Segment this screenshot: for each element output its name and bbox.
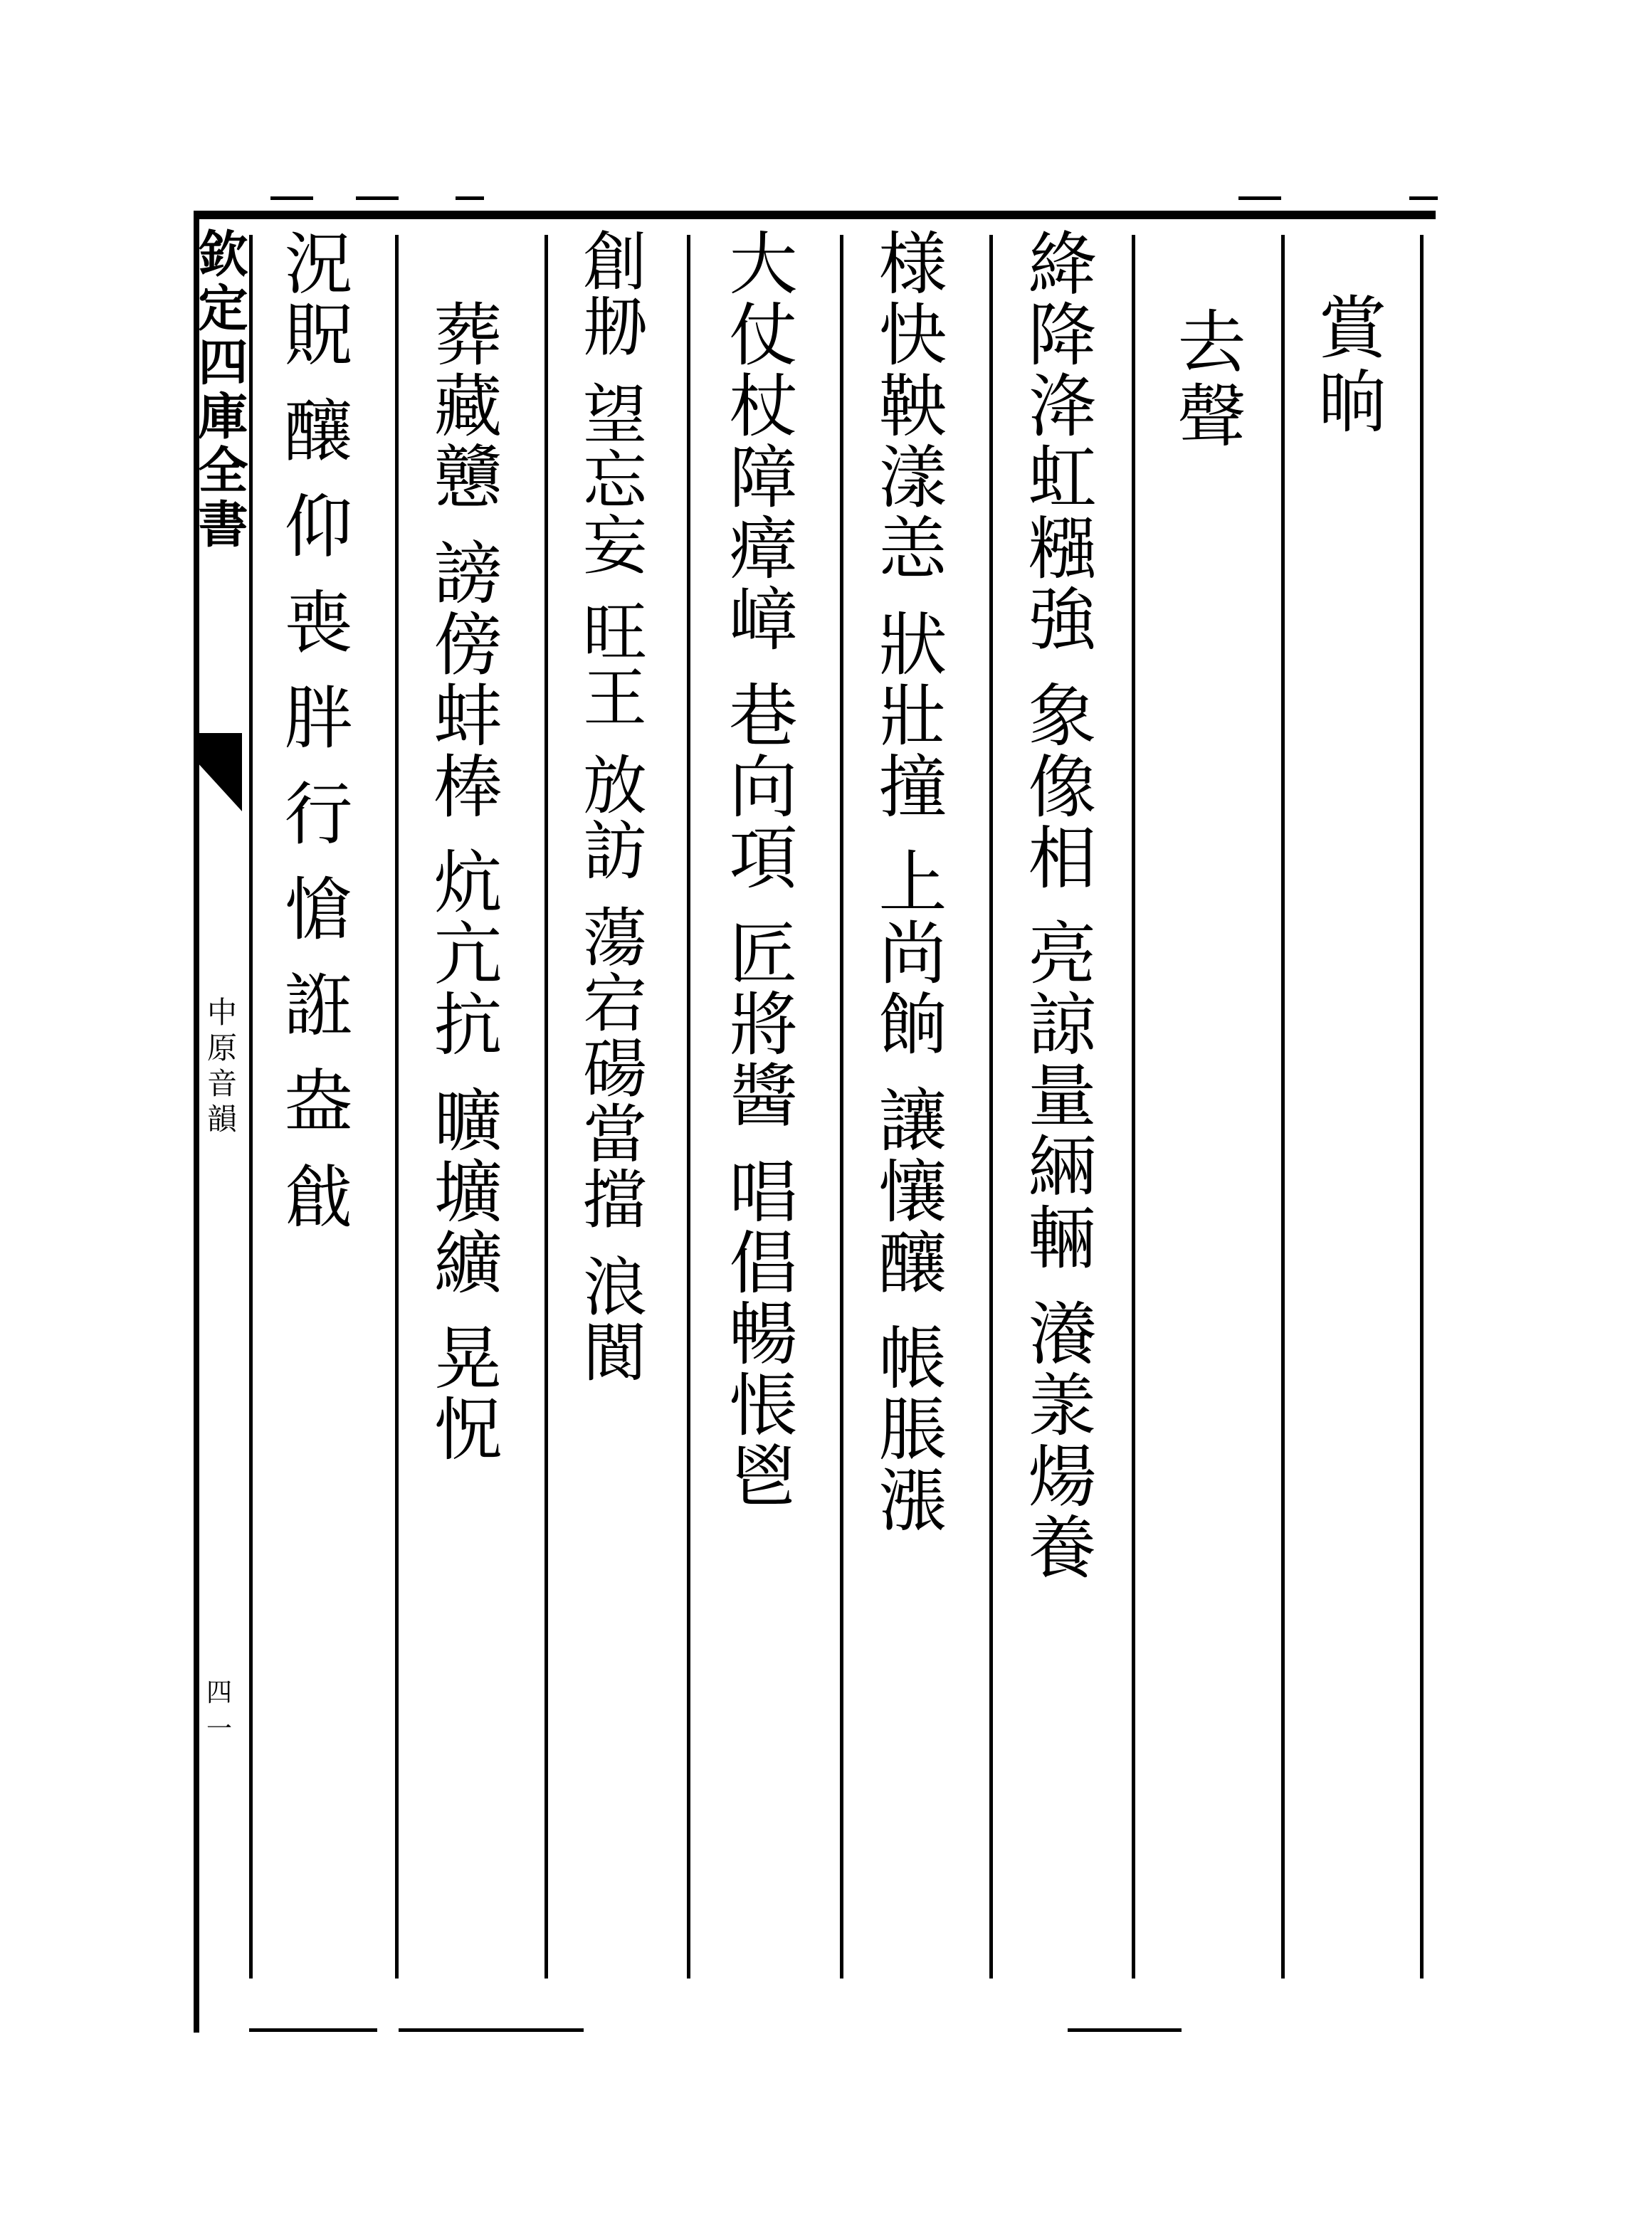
entry-group: 愴	[273, 873, 353, 945]
entry-group: 仰	[273, 490, 353, 562]
entry-group: 唱倡暢悵鬯	[718, 1155, 798, 1512]
entry-group: 況貺	[273, 228, 353, 370]
entry-group: 象像相	[1017, 679, 1097, 893]
entry-group: 戧	[273, 1160, 353, 1232]
entry-group: 上尚餉	[868, 846, 947, 1060]
entry-group: 絳降洚虹糨強	[1017, 228, 1097, 655]
entry-group: 曠壙纊	[423, 1084, 503, 1298]
entry-group: 蕩宕碭當擋	[572, 904, 646, 1232]
column-divider	[249, 235, 253, 1979]
entry-group: 晌	[1308, 366, 1387, 440]
entry-group: 晃怳	[423, 1322, 503, 1465]
top-dash-decoration	[1238, 196, 1281, 200]
entry-group: 盎	[273, 1065, 353, 1137]
bottom-dash-decoration	[399, 2028, 584, 2032]
entry-group: 匠將醬	[718, 917, 798, 1132]
text-column-8	[274, 228, 352, 1232]
text-column-4	[868, 228, 947, 1536]
column-divider	[544, 235, 548, 1979]
running-title: 中原音韻	[203, 996, 238, 1139]
entry-group: 浪閬	[572, 1253, 646, 1385]
entry-group: 釀	[273, 394, 353, 466]
column-divider	[1420, 235, 1424, 1979]
entry-group: 謗傍蚌棒	[423, 537, 503, 822]
entry-group: 亮諒量緉輛	[1017, 917, 1097, 1274]
entry-group: 様快鞅漾恙	[868, 228, 947, 584]
entry-group: 胖	[273, 682, 353, 754]
entry-group: 行	[273, 777, 353, 849]
section-heading-qusheng: 去聲	[1167, 306, 1246, 454]
top-dash-decoration	[1409, 196, 1438, 200]
text-column-7	[423, 299, 502, 1465]
entry-group: 放訪	[572, 751, 646, 882]
column-divider	[989, 235, 993, 1979]
page-number: 四一	[206, 1678, 232, 1744]
text-column-1	[1308, 292, 1387, 440]
top-dash-decoration	[270, 196, 313, 200]
column-divider	[1281, 235, 1285, 1979]
entry-group: 誑	[273, 969, 353, 1040]
entry-group: 狀壯撞	[868, 608, 947, 822]
entry-group: 炕亢抗	[423, 846, 503, 1060]
entry-group: 喪	[273, 586, 353, 658]
top-dash-decoration	[356, 196, 399, 200]
entry-group: 大仗杖障瘴嶂	[718, 228, 798, 655]
top-dash-decoration	[456, 196, 484, 200]
entry-group: 望忘妄	[572, 380, 646, 577]
entry-group: 帳脹漲	[868, 1322, 947, 1537]
entry-group: 巷向項	[718, 679, 798, 893]
entry-group: 讓懹釀	[868, 1084, 947, 1298]
column-divider	[840, 235, 843, 1979]
text-column-2	[1167, 306, 1246, 454]
margin-book-title: 欽定四庫全書	[190, 228, 249, 552]
bottom-dash-decoration	[1068, 2028, 1182, 2032]
text-column-5	[719, 228, 797, 1512]
entry-group: 賞	[1308, 292, 1387, 366]
fishtail-mark-icon	[196, 733, 242, 811]
entry-group: 創刱	[572, 228, 646, 359]
entry-group: 旺王	[572, 599, 646, 730]
text-column-6	[569, 228, 648, 1384]
entry-group: 葬藏戇	[423, 299, 503, 512]
column-divider	[1132, 235, 1135, 1979]
entry-group: 瀁羕煬養	[1017, 1297, 1097, 1583]
column-divider	[687, 235, 690, 1979]
bottom-dash-decoration	[249, 2028, 377, 2032]
top-border-rule	[194, 211, 1436, 219]
text-column-3	[1018, 228, 1096, 1583]
column-divider	[395, 235, 399, 1979]
